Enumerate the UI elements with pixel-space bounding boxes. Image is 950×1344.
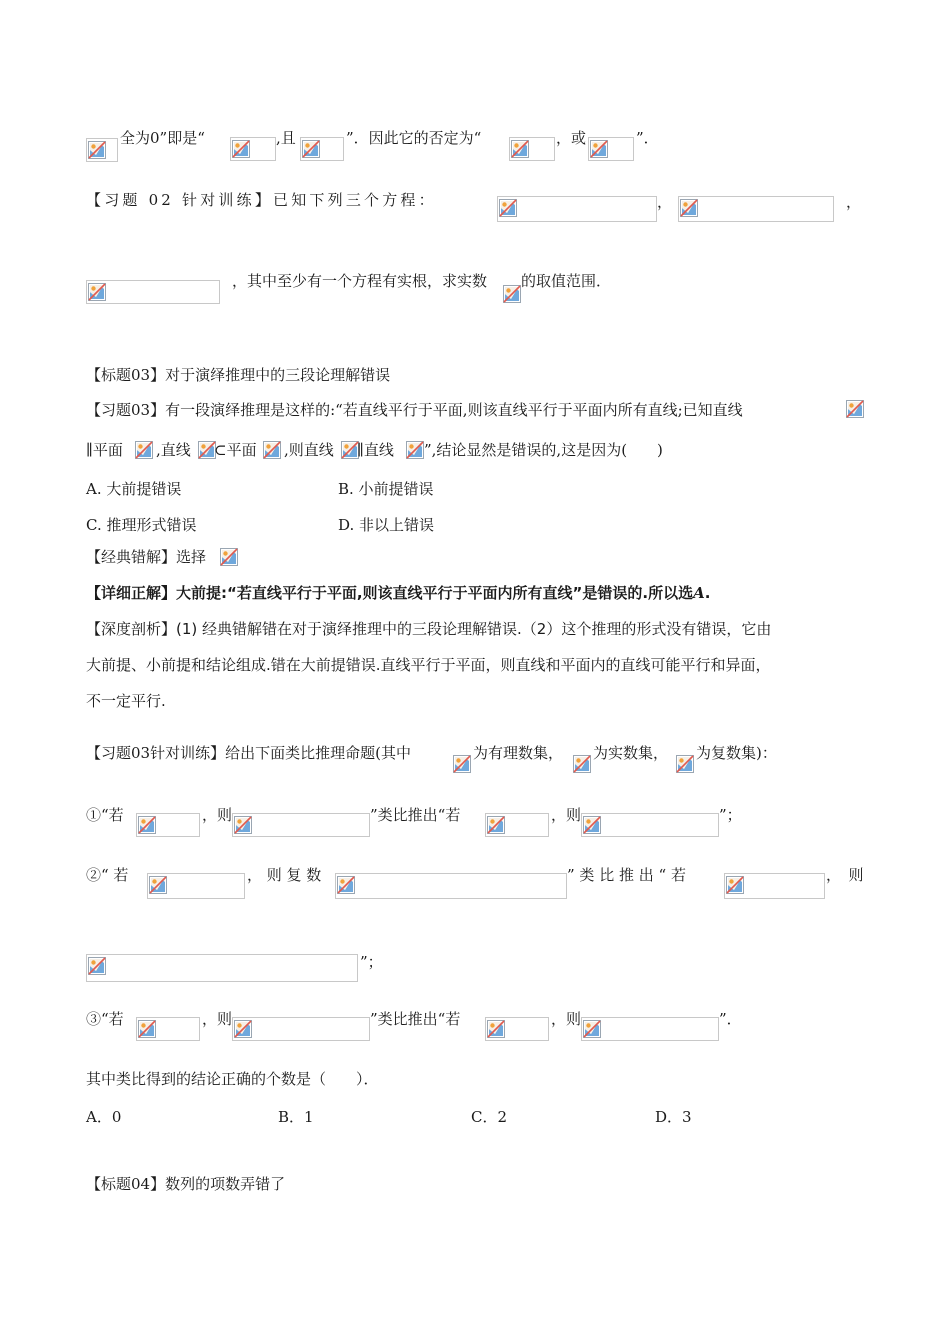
formula-image xyxy=(147,873,245,899)
text-r3a: ③“若 xyxy=(86,1010,124,1028)
choice-b: B．1 xyxy=(278,1108,314,1126)
text-r2-end: ”； xyxy=(360,953,383,971)
choice-c: C．2 xyxy=(471,1108,508,1126)
broken-image-icon xyxy=(583,1020,601,1038)
broken-image-icon xyxy=(234,1020,252,1038)
choice-d: D．3 xyxy=(655,1108,692,1126)
broken-image-icon xyxy=(573,755,591,773)
option-a: A. 大前提错误 xyxy=(86,480,182,498)
deep-analysis-1: 【深度剖析】(1) 经典错解错在对于演绎推理中的三段论理解错误.（2）这个推理的形式没有错误，它由 xyxy=(86,620,772,638)
text-r2d: ， 则 xyxy=(826,866,864,884)
broken-image-icon xyxy=(499,199,517,217)
exercise-03-text: 【习题03】有一段演绎推理是这样的:“若直线平行于平面,则该直线平行于平面内所有直线;已知直线 xyxy=(86,401,743,419)
formula-image xyxy=(581,1017,719,1041)
text-r2a: ②“ 若 xyxy=(86,866,129,884)
heading-03: 【标题03】对于演绎推理中的三段论理解错误 xyxy=(86,366,391,384)
formula-image xyxy=(485,1017,549,1041)
formula-image xyxy=(406,441,424,461)
formula-image xyxy=(335,873,567,899)
text-r3e: ”． xyxy=(719,1010,742,1028)
formula-image xyxy=(300,137,344,161)
broken-image-icon xyxy=(149,876,167,894)
deep-analysis-3: 不一定平行. xyxy=(86,692,166,710)
broken-image-icon xyxy=(88,957,106,975)
formula-image xyxy=(846,400,864,420)
text-l3a: ，其中至少有一个方程有实根，求实数 xyxy=(232,272,488,290)
broken-image-icon xyxy=(487,1020,505,1038)
text-q3b-e: ∥直线 xyxy=(357,441,394,459)
choice-a: A．0 xyxy=(86,1108,122,1126)
option-b: B. 小前提错误 xyxy=(338,480,434,498)
text-l1d: ，或 xyxy=(556,129,587,147)
formula-image xyxy=(86,954,358,982)
formula-image xyxy=(86,280,220,304)
text-r2b: ， 则 复 数 xyxy=(247,866,322,884)
formula-image xyxy=(573,753,591,775)
broken-image-icon xyxy=(680,199,698,217)
text-l2b: ， xyxy=(657,193,673,211)
text-q3b-c: ⊂平面 xyxy=(214,441,257,459)
broken-image-icon xyxy=(846,400,864,418)
option-c: C. 推理形式错误 xyxy=(86,516,197,534)
text-l2c: ， xyxy=(846,193,862,211)
broken-image-icon xyxy=(88,283,106,301)
classic-error: 【经典错解】选择 xyxy=(86,548,207,566)
text-l1e: ”． xyxy=(636,129,659,147)
text-r1d: ，则 xyxy=(551,806,582,824)
detailed-solution-end: . xyxy=(704,584,711,602)
broken-image-icon xyxy=(406,441,424,459)
heading-04: 【标题04】数列的项数弄错了 xyxy=(86,1175,286,1193)
text-q3b-d: ,则直线 xyxy=(284,441,334,459)
text-r3d: ，则 xyxy=(551,1010,582,1028)
detailed-solution xyxy=(86,583,710,603)
broken-image-icon xyxy=(337,876,355,894)
broken-image-icon xyxy=(138,816,156,834)
text-q3b-a: ∥平面 xyxy=(86,441,123,459)
broken-image-icon xyxy=(232,140,250,158)
text-q4d: 为复数集)： xyxy=(696,744,777,762)
text-r3c: ”类比推出“若 xyxy=(370,1010,461,1028)
formula-image xyxy=(497,196,657,222)
formula-image xyxy=(86,138,118,162)
text-q4a: 【习题03针对训练】给出下面类比推理命题(其中 xyxy=(86,744,411,762)
exercise-02-heading: 【习题 02 针对训练】已知下列三个方程： xyxy=(86,191,437,209)
answer-letter: A xyxy=(693,584,705,602)
text-r1e: ”； xyxy=(719,806,742,824)
broken-image-icon xyxy=(487,816,505,834)
broken-image-icon xyxy=(726,876,744,894)
text-r1c: ”类比推出“若 xyxy=(370,806,461,824)
broken-image-icon xyxy=(220,548,238,566)
broken-image-icon xyxy=(453,755,471,773)
formula-image xyxy=(676,753,694,775)
broken-image-icon xyxy=(234,816,252,834)
formula-image xyxy=(232,1017,370,1041)
text-q4b: 为有理数集， xyxy=(473,744,564,762)
broken-image-icon xyxy=(676,755,694,773)
formula-image xyxy=(220,548,238,568)
broken-image-icon xyxy=(88,141,106,159)
formula-image xyxy=(485,813,549,837)
broken-image-icon xyxy=(302,140,320,158)
formula-image xyxy=(678,196,834,222)
formula-image xyxy=(135,441,157,461)
text-r3b: ，则 xyxy=(202,1010,233,1028)
text-l3b: 的取值范围． xyxy=(521,272,612,290)
broken-image-icon xyxy=(503,285,521,303)
option-d: D. 非以上错误 xyxy=(338,516,435,534)
formula-image xyxy=(263,441,285,461)
formula-image xyxy=(453,753,471,775)
formula-image xyxy=(136,1017,200,1041)
formula-image xyxy=(588,137,634,161)
question-count: 其中类比得到的结论正确的个数是（ ）． xyxy=(86,1070,379,1088)
text-q3b-b: ,直线 xyxy=(156,441,191,459)
formula-image xyxy=(136,813,200,837)
broken-image-icon xyxy=(511,140,529,158)
formula-image xyxy=(509,137,555,161)
text-l1b: ,且 xyxy=(276,129,296,147)
formula-image xyxy=(230,137,276,161)
formula-image xyxy=(724,873,825,899)
broken-image-icon xyxy=(590,140,608,158)
broken-image-icon xyxy=(135,441,153,459)
text-r1b: ，则 xyxy=(202,806,233,824)
deep-analysis-2: 大前提、小前提和结论组成.错在大前提错误.直线平行于平面，则直线和平面内的直线可能平行和异面， xyxy=(86,656,771,674)
text-q4c: 为实数集， xyxy=(593,744,669,762)
formula-image xyxy=(232,813,370,837)
formula-image xyxy=(581,813,719,837)
text-l1c: ”．因此它的否定为“ xyxy=(346,129,482,147)
text-q3b-f: ”,结论显然是错误的,这是因为( ) xyxy=(424,441,663,459)
formula-image xyxy=(503,284,521,304)
text-r2c: ” 类 比 推 出 “ 若 xyxy=(567,866,686,884)
detailed-solution-text: 【详细正解】大前提:“若直线平行于平面,则该直线平行于平面内所有直线”是错误的.所以选 xyxy=(86,584,694,602)
broken-image-icon xyxy=(583,816,601,834)
broken-image-icon xyxy=(263,441,281,459)
text-r1a: ①“若 xyxy=(86,806,124,824)
broken-image-icon xyxy=(138,1020,156,1038)
text-l1a: 全为0”即是“ xyxy=(120,129,205,147)
